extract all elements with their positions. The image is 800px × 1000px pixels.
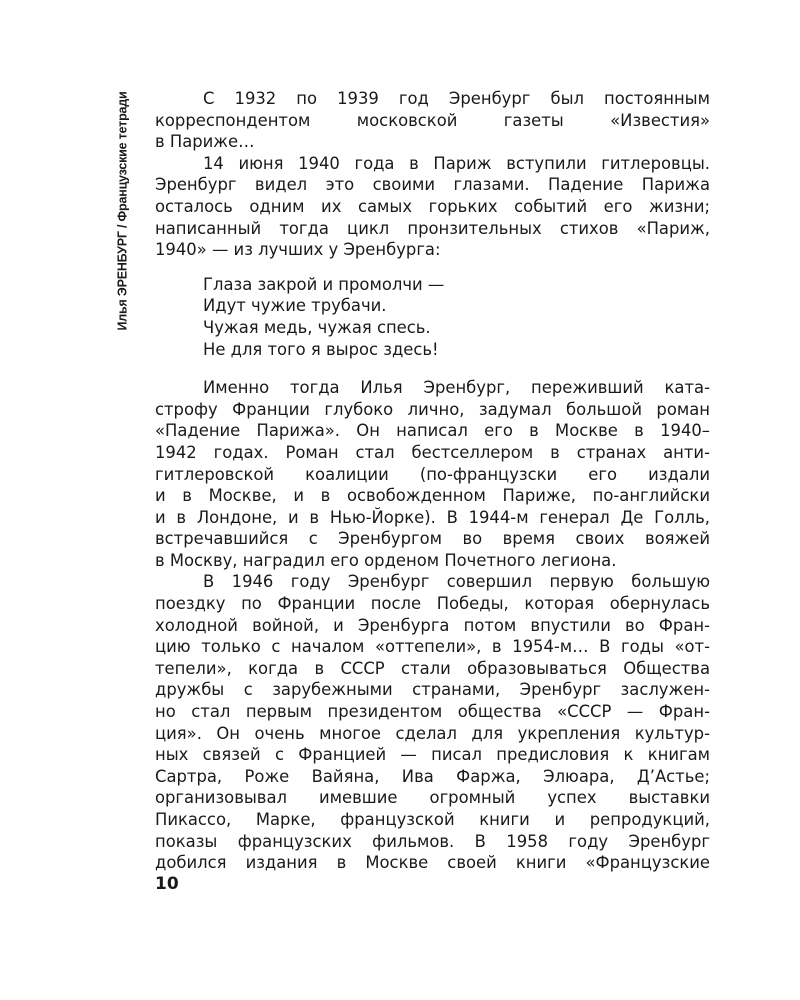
text-line: в Париже… [155,132,255,152]
verse-line: Глаза закрой и промолчи — [203,274,445,294]
text-line: «Падение Парижа». Он написал его в Москве в 1940– [155,421,710,441]
text-line: С 1932 по 1939 год Эренбург был постоянным [203,89,710,108]
paragraph-1 [155,88,710,153]
text-line: Пикассо, Марке, французской книги и репродукций, [155,810,710,829]
page-number: 10 [155,874,179,894]
text-line: Именно тогда Илья Эренбург, переживший ката- [203,378,710,398]
text-line: строфу Франции глубоко лично, задумал большой роман [155,399,710,419]
verse-line: Чужая медь, чужая спесь. [203,317,431,337]
text-line: Эренбург видел это своими глазами. Падение Парижа [155,175,710,195]
verse-line: Не для того я вырос здесь! [203,339,439,359]
text-line: ных связей с Францией — писал предисловия к книгам [155,745,710,765]
paragraph-2 [155,153,710,261]
text-line: показы французских фильмов. В 1958 году Эренбург [155,831,710,851]
body-text [155,88,710,874]
text-line: но стал первым президентом общества «СССР — Фран- [155,702,710,722]
text-line: цию только с началом «оттепели», в 1954-м… В годы «от- [155,637,710,657]
paragraph-4 [155,571,710,873]
text-line: дружбы с зарубежными странами, Эренбург заслужен- [155,680,710,700]
text-line: организовывал имевшие огромный успех выставки [155,788,710,808]
running-head-text: Илья ЭРЕНБУРГ / Французские тетради [115,91,129,331]
text-line: 14 июня 1940 года в Париж вступили гитлеровцы. [203,153,710,173]
text-line: гитлеровской коалиции (по-французски его издали [155,464,710,484]
text-line: 1940» — из лучших у Эренбурга: [155,240,441,260]
poem-quote [155,274,710,360]
text-line: добился издания в Москве своей книги «Французские [155,853,710,873]
text-line: написанный тогда цикл пронзительных стихов «Париж, [155,218,710,238]
text-line: корреспондентом московской газеты «Известия» [155,110,710,130]
text-line: 1942 годах. Роман стал бестселлером в странах анти- [155,442,710,462]
text-line: ция». Он очень многое сделал для укрепления культур- [155,723,710,743]
paragraph-3 [155,377,710,571]
running-head [111,92,133,330]
spacer [155,360,710,377]
text-line: Сартра, Роже Вайяна, Ива Фаржа, Элюара, Д’Астье; [155,766,710,786]
text-line: и в Москве, и в освобожденном Париже, по-английски [155,486,710,506]
verse-line: Идут чужие трубачи. [203,296,387,316]
text-line: и в Лондоне, и в Нью-Йорке). В 1944-м генерал Де Голль, [155,507,710,527]
text-line: встречавшийся с Эренбургом во время своих вояжей [155,529,710,549]
text-line: В 1946 году Эренбург совершил первую большую [203,572,710,592]
text-line: тепели», когда в СССР стали образовываться Общества [155,658,710,678]
text-line: в Москву, наградил его орденом Почетного легиона. [155,550,617,570]
spacer [155,261,710,274]
text-line: осталось одним их самых горьких событий его жизни; [155,196,710,216]
text-line: холодной войной, и Эренбурга потом впустили во Фран- [155,615,710,635]
text-line: поездку по Франции после Победы, которая обернулась [155,594,710,614]
